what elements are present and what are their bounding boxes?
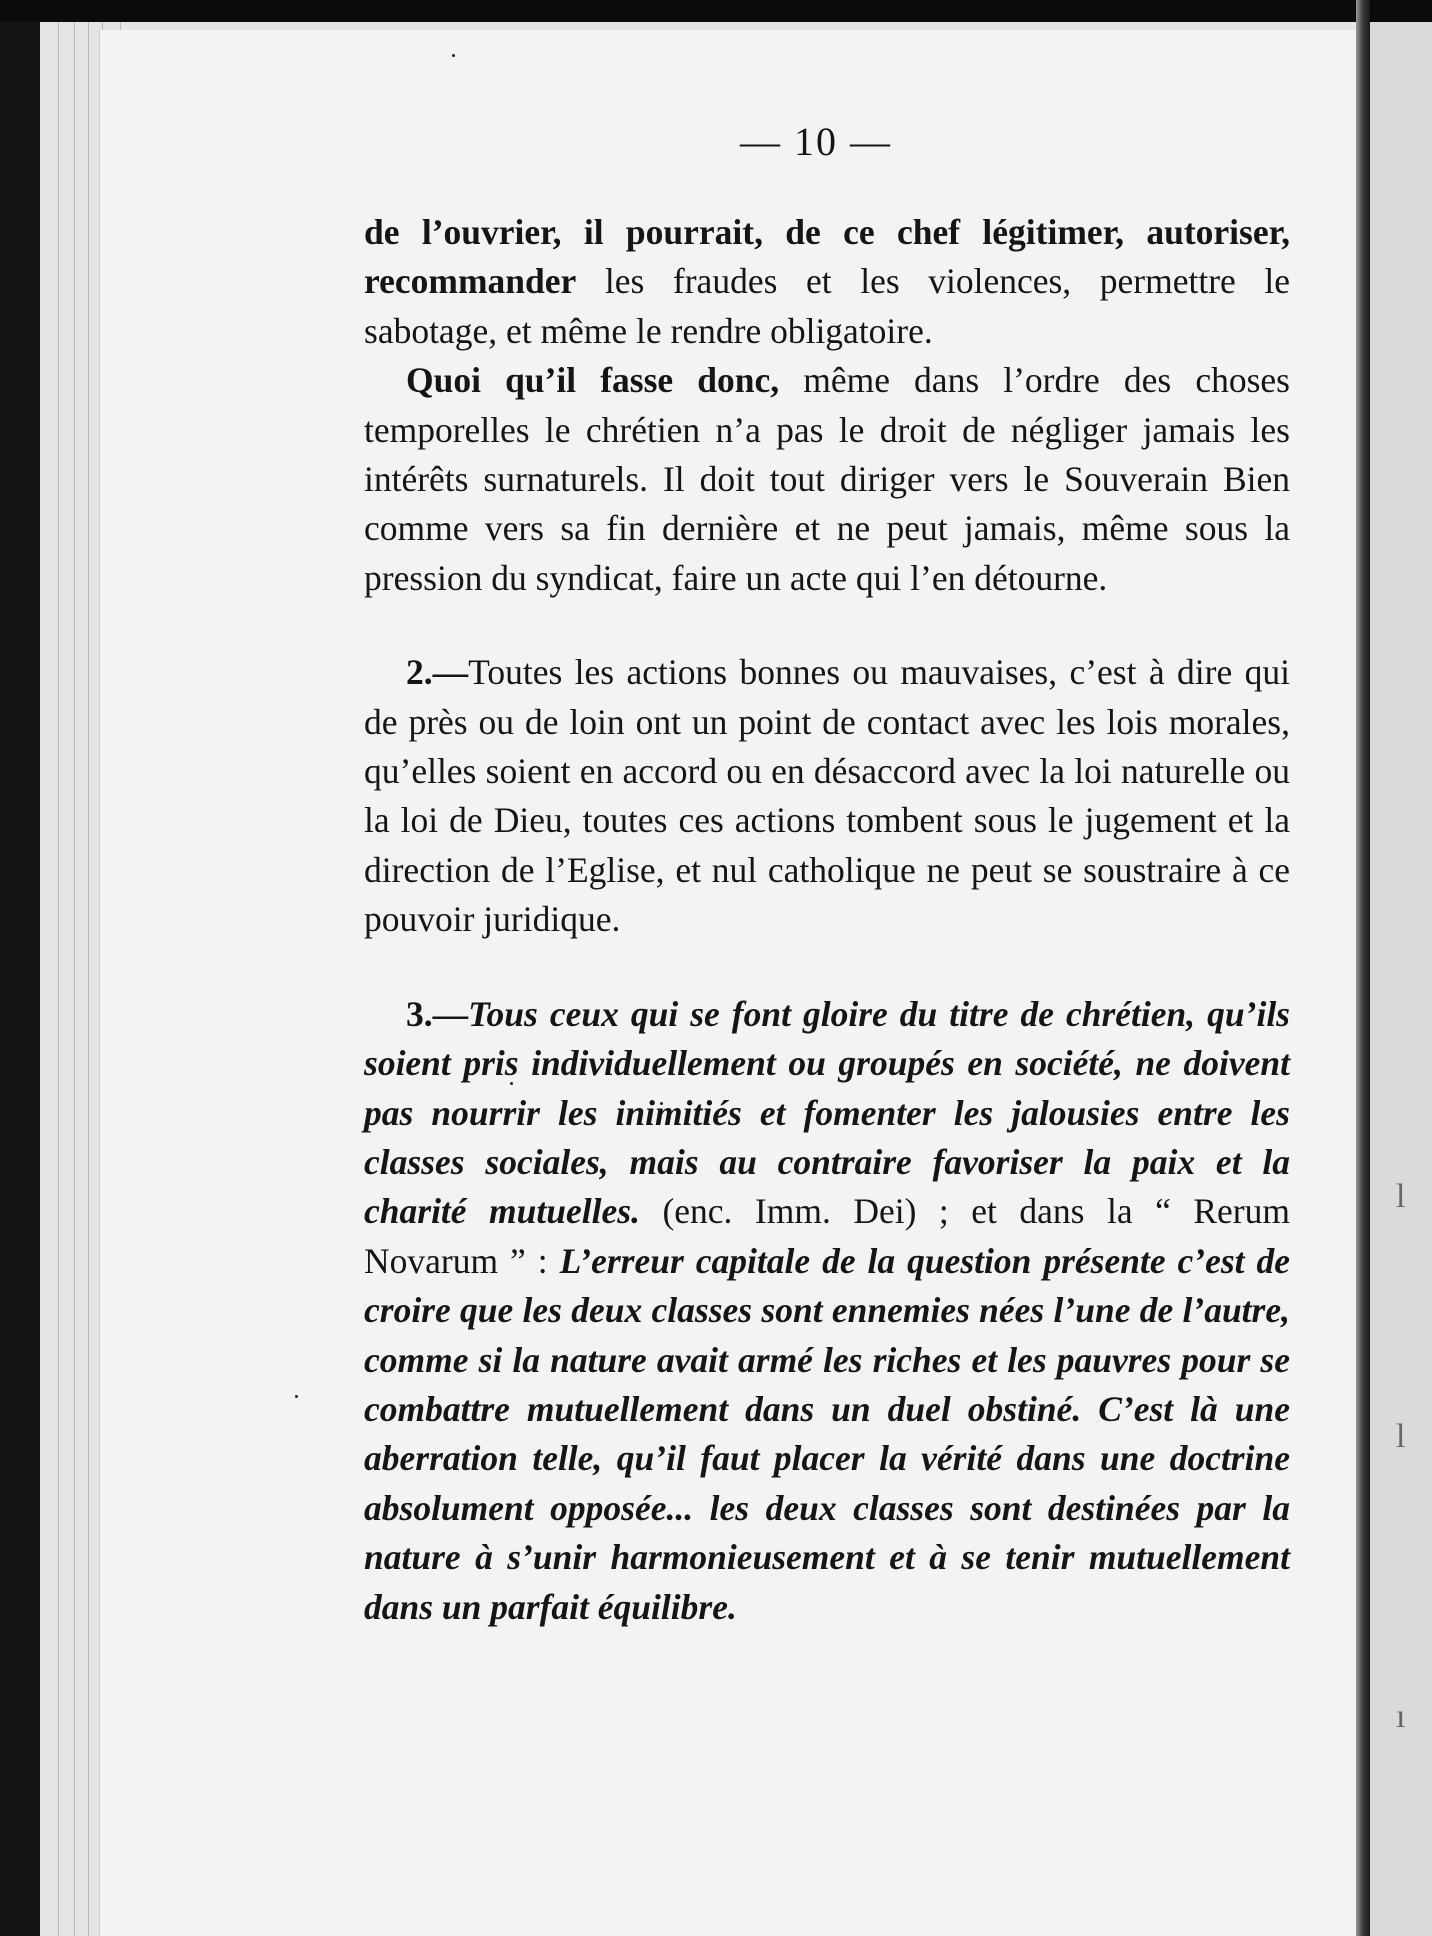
regular-text: Toutes les actions bonnes ou mauvaises, c’est à dire qui de près ou de loin ont un point de contact avec les lois morales, qu’elles soient en accord ou en désaccord avec la loi naturelle ou la loi de Dieu, toutes ces actions tombent sous le jugement et la direction de l’Eglise, et nul catholique ne peut se soustraire à ce pouvoir juridique.	[364, 652, 1290, 940]
scan-top-border	[0, 0, 1432, 22]
facing-page-edge	[1370, 22, 1432, 1936]
paper-speck	[452, 54, 455, 57]
page-edge-line	[74, 22, 75, 1936]
italic-quote: Tous ceux qui se font gloire du titre de chrétien, qu’ils soient pris individuellement ou groupés en société, ne doivent pas nourrir les inimitiés et fomenter les jalousies entre les classes sociales, mais au contraire favoriser la paix et la charité mutuelles.	[364, 993, 1290, 1232]
regular-text: même dans l’ordre des choses temporelles le chrétien n’a pas le droit de négliger jamais les intérêts surnaturels. Il doit tout diriger vers le Souverain Bien comme vers sa fin dernière et ne peut jamais, même sous la pression du syndicat, faire un acte qui l’en détourne.	[364, 360, 1290, 598]
body-text	[364, 208, 1290, 1632]
paragraph-numbered-3	[364, 990, 1290, 1632]
citation-text: (enc. Imm. Dei) ; et dans la “ Rerum Novarum ” :	[364, 1191, 1290, 1281]
paragraph	[364, 356, 1290, 603]
bleed-through-mark: ı	[1396, 1698, 1406, 1735]
page-edge-line	[88, 22, 89, 1936]
paragraph	[364, 208, 1290, 356]
bleed-through-mark: l	[1396, 1418, 1406, 1455]
bold-text: Quoi qu’il fasse donc,	[406, 360, 780, 401]
bold-text: de l’ouvrier, il pourrait, de ce chef légitimer, autoriser, recommander	[364, 212, 1290, 302]
paper-speck	[295, 1395, 298, 1398]
page-edge-line	[58, 22, 59, 1936]
page-number: — 10 —	[740, 119, 892, 164]
bleed-through-mark: l	[1396, 1178, 1406, 1215]
section-number: 3.—	[406, 993, 469, 1034]
section-number: 2.—	[406, 652, 469, 693]
book-gutter	[1356, 0, 1370, 1936]
italic-quote: L’erreur capitale de la question présente c’est de croire que les deux classes sont ennemies nées l’une de l’autre, comme si la nature avait armé les riches et les pauvres pour se combattre mutuellement dans un duel obstiné. C’est là une aberration telle, qu’il faut placer la vérité dans une doctrine absolument opposée... les deux classes sont destinées par la nature à s’unir harmonieusement et à se tenir mutuellement dans un parfait équilibre.	[364, 1240, 1290, 1627]
paragraph-numbered-2	[364, 648, 1290, 944]
regular-text: les fraudes et les violences, permettre le sabotage, et même le rendre obligatoire.	[364, 261, 1290, 351]
